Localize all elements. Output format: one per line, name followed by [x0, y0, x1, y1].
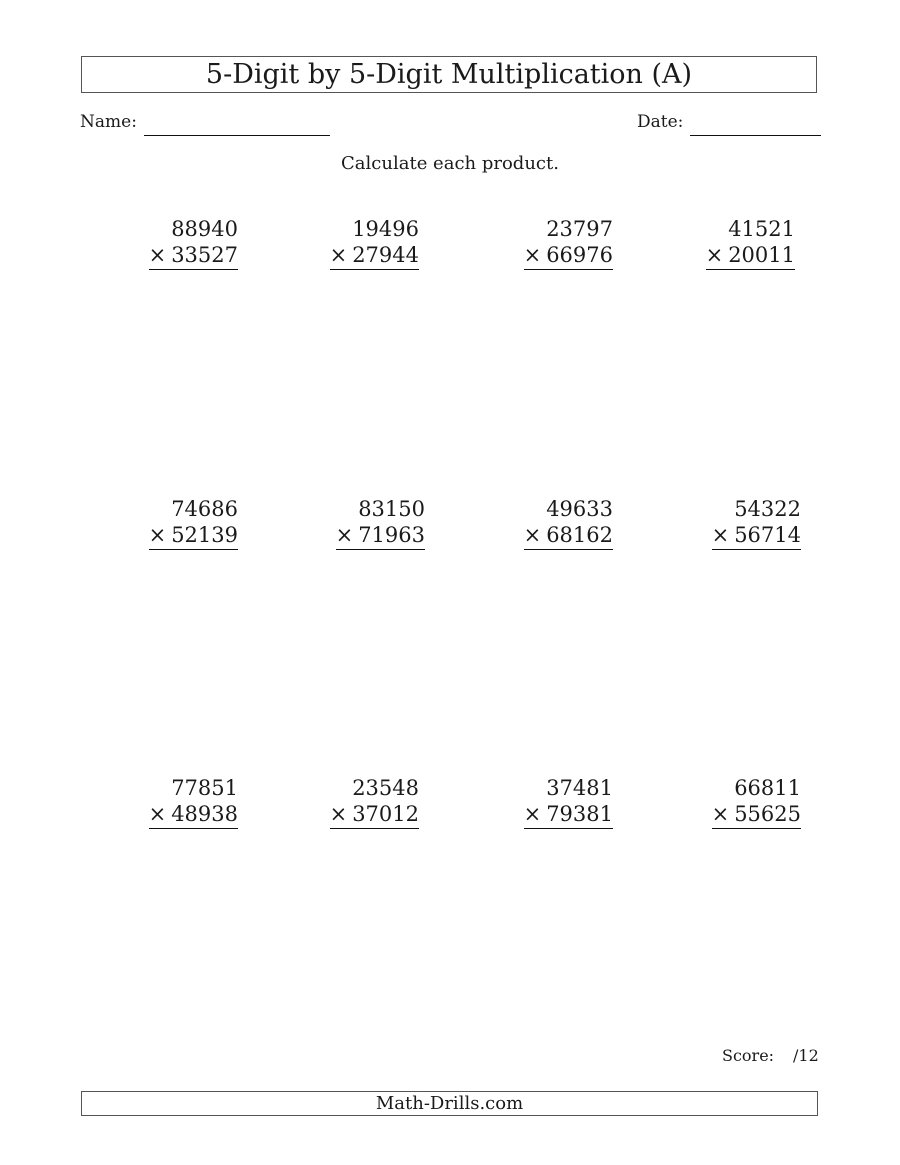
multiplicand: 23797	[546, 217, 613, 241]
multiplier: 66976	[546, 243, 613, 267]
times-icon: ×	[711, 523, 730, 547]
name-line[interactable]	[144, 135, 330, 136]
multiplier: 48938	[171, 802, 238, 826]
instruction-text: Calculate each product.	[341, 153, 559, 174]
problem-12	[681, 775, 801, 829]
multiplicand: 88940	[171, 217, 238, 241]
footer-site-name: Math-Drills.com	[81, 1091, 818, 1116]
times-icon: ×	[523, 243, 542, 267]
multiplier-row	[524, 522, 613, 550]
times-icon: ×	[148, 523, 167, 547]
multiplicand: 41521	[728, 217, 795, 241]
multiplier: 79381	[546, 802, 613, 826]
multiplier: 37012	[352, 802, 419, 826]
date-label: Date:	[637, 112, 684, 132]
multiplier: 56714	[734, 523, 801, 547]
multiplier: 71963	[358, 523, 425, 547]
problem-2	[299, 216, 419, 270]
multiplicand: 74686	[171, 497, 238, 521]
multiplier: 55625	[734, 802, 801, 826]
times-icon: ×	[523, 523, 542, 547]
multiplicand: 66811	[734, 776, 801, 800]
multiplicand: 19496	[352, 217, 419, 241]
problem-7	[493, 496, 613, 550]
multiplier-row	[149, 801, 238, 829]
multiplier-row	[712, 522, 801, 550]
times-icon: ×	[329, 802, 348, 826]
score-label: Score:	[722, 1046, 775, 1065]
multiplier-row	[149, 522, 238, 550]
multiplier: 33527	[171, 243, 238, 267]
times-icon: ×	[711, 802, 730, 826]
multiplier: 20011	[728, 243, 795, 267]
multiplier-row	[712, 801, 801, 829]
multiplicand: 83150	[358, 497, 425, 521]
multiplier-row	[330, 801, 419, 829]
problem-3	[493, 216, 613, 270]
times-icon: ×	[148, 243, 167, 267]
multiplier-row	[524, 242, 613, 270]
problem-11	[493, 775, 613, 829]
problem-6	[305, 496, 425, 550]
multiplier: 27944	[352, 243, 419, 267]
multiplier-row	[706, 242, 795, 270]
date-line[interactable]	[690, 135, 821, 136]
name-label: Name:	[80, 112, 137, 132]
multiplier-row	[149, 242, 238, 270]
problem-5	[118, 496, 238, 550]
times-icon: ×	[329, 243, 348, 267]
problem-9	[118, 775, 238, 829]
problem-10	[299, 775, 419, 829]
score-total: /12	[793, 1046, 819, 1065]
multiplicand: 49633	[546, 497, 613, 521]
times-icon: ×	[705, 243, 724, 267]
problem-4	[675, 216, 795, 270]
times-icon: ×	[523, 802, 542, 826]
multiplier: 68162	[546, 523, 613, 547]
multiplicand: 23548	[352, 776, 419, 800]
problem-8	[681, 496, 801, 550]
multiplier-row	[336, 522, 425, 550]
multiplier-row	[524, 801, 613, 829]
times-icon: ×	[335, 523, 354, 547]
multiplicand: 54322	[734, 497, 801, 521]
multiplicand: 77851	[171, 776, 238, 800]
multiplicand: 37481	[546, 776, 613, 800]
problem-1	[118, 216, 238, 270]
times-icon: ×	[148, 802, 167, 826]
multiplier: 52139	[171, 523, 238, 547]
worksheet-title: 5-Digit by 5-Digit Multiplication (A)	[81, 56, 817, 93]
multiplier-row	[330, 242, 419, 270]
